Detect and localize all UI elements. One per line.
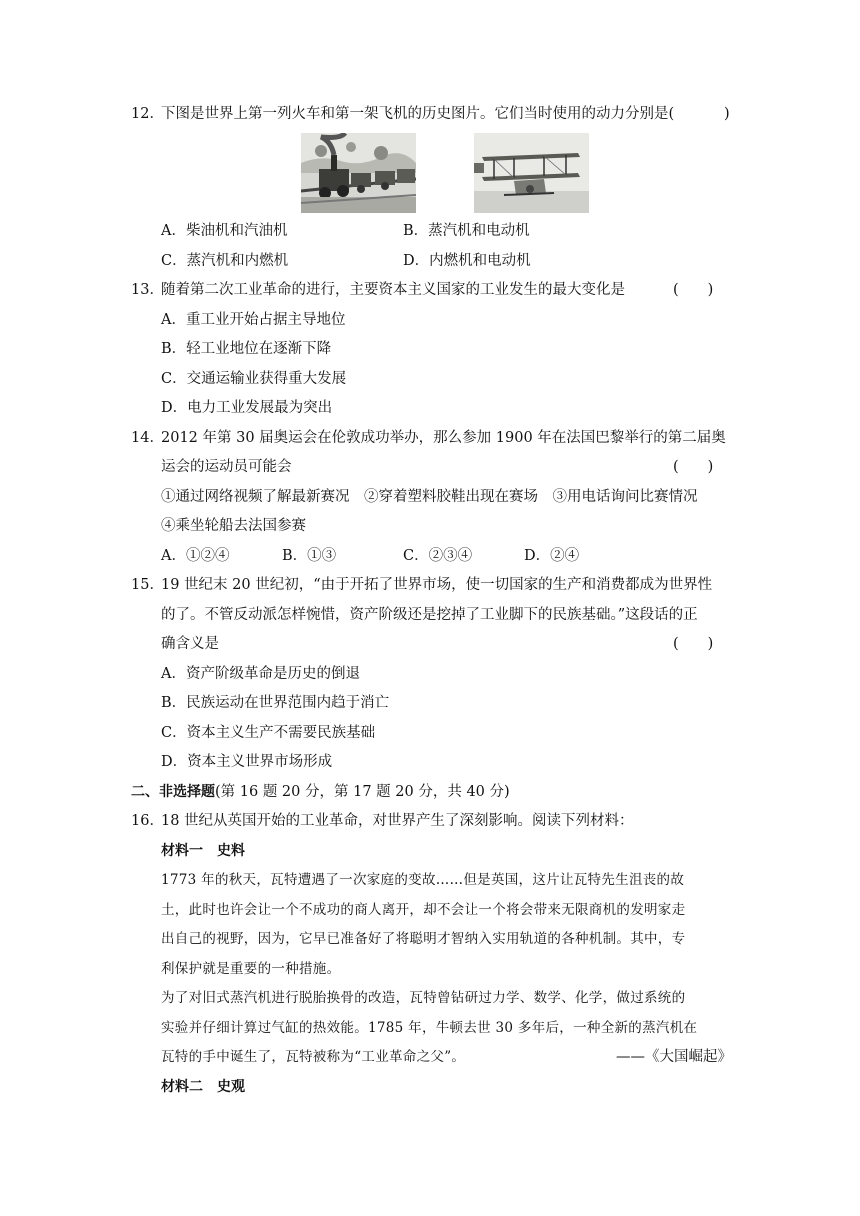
section-heading	[131, 782, 510, 802]
material2-title: 材料二 史观	[161, 1079, 245, 1095]
q16-number: 16．	[131, 813, 164, 829]
material1-line1: 1773 年的秋天，瓦特遭遇了一次家庭的变故……但是英国，这片让瓦特先生沮丧的故	[161, 872, 685, 888]
q14-items-line1: ①通过网络视频了解最新赛况 ②穿着塑料胶鞋出现在赛场 ③用电话询问比赛情况	[161, 489, 698, 505]
material1-line3: 出自己的视野，因为，它早已准备好了将聪明才智纳入实用轨道的各种机制。其中，专	[161, 931, 686, 947]
section-score-note: (第 16 题 20 分，第 17 题 20 分，共 40 分)	[215, 784, 510, 800]
q12-option-d: D．内燃机和电动机	[403, 253, 531, 269]
q13-stem: 随着第二次工业革命的进行，主要资本主义国家的工业发生的最大变化是	[161, 282, 625, 298]
q14-option-c: C．②③④	[403, 548, 473, 564]
q15-option-a: A．资产阶级革命是历史的倒退	[161, 666, 360, 682]
q13-option-d: D．电力工业发展最为突出	[161, 400, 333, 416]
q15-option-c: C．资本主义生产不需要民族基础	[161, 725, 376, 741]
q13-number: 13．	[131, 282, 164, 298]
q15-option-b: B．民族运动在世界范围内趋于消亡	[161, 695, 390, 711]
q13-option-c: C．交通运输业获得重大发展	[161, 371, 347, 387]
q14-stem-line1: 2012 年第 30 届奥运会在伦敦成功举办，那么参加 1900 年在法国巴黎举行的第二届奥	[161, 430, 726, 446]
q12-option-b: B．蒸汽机和电动机	[403, 223, 530, 239]
q12-option-a: A．柴油机和汽油机	[161, 223, 288, 239]
q15-stem-line2: 的了。不管反动派怎样惋惜，资产阶级还是挖掉了工业脚下的民族基础。”这段话的正	[161, 607, 698, 623]
q12-number: 12．	[131, 106, 164, 122]
q12-paren-close: )	[724, 106, 730, 122]
q14-number: 14．	[131, 430, 164, 446]
material1-line5: 为了对旧式蒸汽机进行脱胎换骨的改造，瓦特曾钻研过力学、数学、化学，做过系统的	[161, 990, 686, 1006]
material1-line2: 土，此时也许会让一个不成功的商人离开，却不会让一个将会带来无限商机的发明家走	[161, 902, 686, 918]
q12-option-c: C．蒸汽机和内燃机	[161, 253, 289, 269]
q13-option-a: A．重工业开始占据主导地位	[161, 312, 346, 328]
q14-option-b: B．①③	[282, 548, 337, 564]
q15-option-d: D．资本主义世界市场形成	[161, 754, 333, 770]
q15-number: 15．	[131, 577, 164, 593]
airplane-photo	[474, 133, 589, 213]
q15-answer-paren: ( )	[673, 636, 714, 652]
q14-items-line2: ④乘坐轮船去法国参赛	[161, 518, 306, 534]
q16-stem: 18 世纪从英国开始的工业革命，对世界产生了深刻影响。阅读下列材料：	[161, 813, 634, 829]
q12-stem: 下图是世界上第一列火车和第一架飞机的历史图片。它们当时使用的动力分别是(	[161, 106, 675, 122]
q14-answer-paren: ( )	[673, 459, 714, 475]
q13-option-b: B．轻工业地位在逐渐下降	[161, 341, 332, 357]
q14-option-d: D．②④	[524, 548, 580, 564]
material1-source: ——《大国崛起》	[616, 1049, 732, 1065]
q15-stem-line3: 确含义是	[161, 636, 219, 652]
material1-title: 材料一 史料	[161, 843, 245, 859]
material1-line6: 实验并仔细计算过气缸的热效能。1785 年，牛顿去世 30 多年后，一种全新的蒸汽机在	[161, 1020, 698, 1036]
section-title: 二、非选择题	[131, 784, 215, 800]
q15-stem-line1: 19 世纪末 20 世纪初，“由于开拓了世界市场，使一切国家的生产和消费都成为世界性	[161, 577, 713, 593]
train-photo	[301, 133, 416, 213]
q14-stem-line2: 运会的运动员可能会	[161, 459, 292, 475]
q13-answer-paren: ( )	[673, 282, 714, 298]
material1-line4: 利保护就是重要的一种措施。	[161, 961, 341, 977]
q14-option-a: A．①②④	[161, 548, 230, 564]
material1-line7: 瓦特的手中诞生了，瓦特被称为“工业革命之父”。	[161, 1049, 466, 1065]
